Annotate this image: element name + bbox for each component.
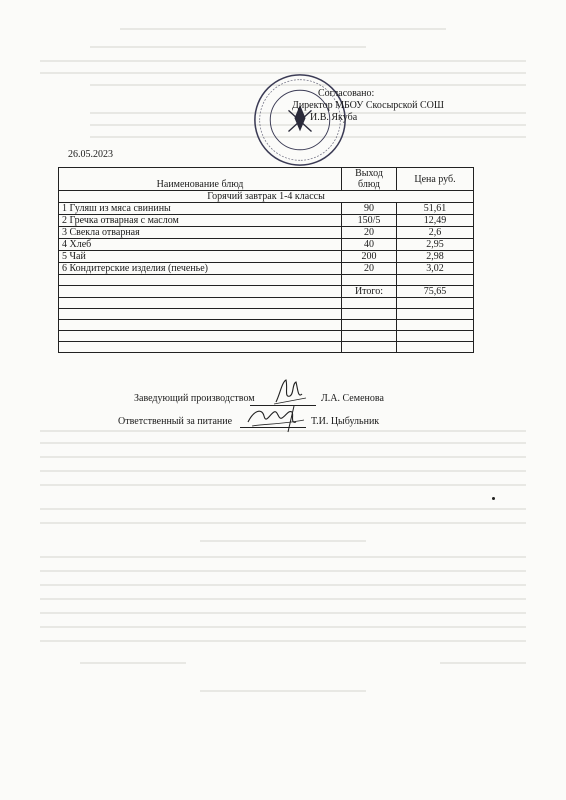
production-manager-label: Заведующий производством	[134, 393, 255, 404]
dish-output: 150/5	[342, 215, 397, 227]
empty-row	[59, 320, 474, 331]
dish-price: 2,6	[397, 227, 474, 239]
document-date: 26.05.2023	[68, 149, 113, 160]
dish-price: 2,98	[397, 251, 474, 263]
total-row	[59, 286, 474, 298]
empty-row	[59, 309, 474, 320]
dish-price: 2,95	[397, 239, 474, 251]
dish-price: 12,49	[397, 215, 474, 227]
dish-output: 20	[342, 227, 397, 239]
table-header-row	[59, 168, 474, 191]
section-title: Горячий завтрак 1-4 классы	[59, 191, 474, 203]
header-price: Цена руб.	[397, 168, 474, 191]
approval-title: Согласовано:	[318, 88, 375, 99]
approval-position: Директор МБОУ Скосырской СОШ	[292, 100, 444, 111]
table-row	[59, 263, 474, 275]
approval-signatory: И.В. Якуба	[310, 112, 358, 123]
dish-name: 6 Кондитерские изделия (печенье)	[59, 263, 342, 275]
dish-output: 40	[342, 239, 397, 251]
production-manager-name: Л.А. Семенова	[321, 393, 384, 404]
responsible-label: Ответственный за питание	[118, 416, 233, 427]
empty-row	[59, 298, 474, 309]
table-row	[59, 251, 474, 263]
empty-row	[59, 331, 474, 342]
menu-table	[58, 167, 474, 353]
responsible-signature	[244, 402, 308, 434]
dish-name: 3 Свекла отварная	[59, 227, 342, 239]
dish-output: 20	[342, 263, 397, 275]
section-row	[59, 191, 474, 203]
total-label: Итого:	[342, 286, 397, 298]
approval-block	[292, 88, 444, 124]
table-row	[59, 203, 474, 215]
empty-row	[59, 342, 474, 353]
dish-name: 1 Гуляш из мяса свинины	[59, 203, 342, 215]
table-row	[59, 215, 474, 227]
dish-name: 5 Чай	[59, 251, 342, 263]
responsible-name: Т.И. Цыбульник	[311, 416, 380, 427]
table-row	[59, 227, 474, 239]
dish-output: 90	[342, 203, 397, 215]
total-spacer	[59, 286, 342, 298]
dish-name: 2 Гречка отварная с маслом	[59, 215, 342, 227]
dish-price: 3,02	[397, 263, 474, 275]
empty-row	[59, 275, 474, 286]
dish-price: 51,61	[397, 203, 474, 215]
dish-name: 4 Хлеб	[59, 239, 342, 251]
ink-dot	[492, 497, 495, 500]
header-output: Выход блюд	[342, 168, 397, 191]
table-row	[59, 239, 474, 251]
total-value: 75,65	[397, 286, 474, 298]
header-dish-name: Наименование блюд	[59, 168, 342, 191]
dish-output: 200	[342, 251, 397, 263]
